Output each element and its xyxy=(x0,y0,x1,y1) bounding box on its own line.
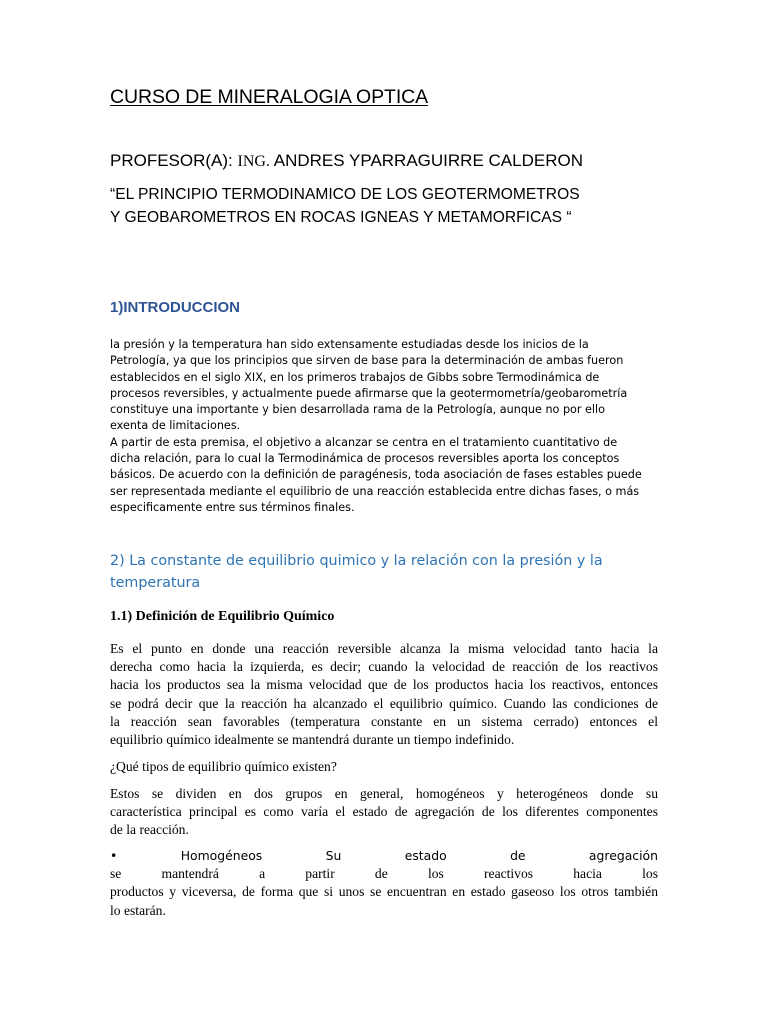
section-heading-line: temperatura xyxy=(110,575,201,591)
document-title-line: Y GEOBAROMETROS EN ROCAS IGNEAS Y METAMORFICAS “ xyxy=(110,209,572,226)
bullet-lead: • Homogéneos Su estado de agregación xyxy=(110,848,658,863)
intro-line: dicha relación, para lo cual la Termodinámica de procesos reversibles aporta los conceptos xyxy=(110,452,620,466)
intro-line: A partir de esta premisa, el objetivo a alcanzar se centra en el tratamiento cuantitativo de xyxy=(110,435,618,449)
homogeneos-bullet xyxy=(110,847,658,920)
intro-paragraph xyxy=(110,337,650,516)
professor-label: PROFESOR(A): xyxy=(110,151,233,170)
intro-line: la presión y la temperatura han sido extensamente estudiadas desde los inicios de la xyxy=(110,338,589,351)
paragraph-line: equilibrio químico idealmente se mantendrá durante un tiempo indefinido. xyxy=(110,732,515,748)
professor-prefix: ING. xyxy=(237,153,270,170)
intro-line: exenta de limitaciones. xyxy=(110,419,241,433)
paragraph-line: la reacción sean favorables (temperatura constante en un sistema cerrado) entonces el xyxy=(110,713,658,729)
paragraph-line: Estos se dividen en dos grupos en general, homogéneos y heterogéneos donde su xyxy=(110,786,658,801)
section-heading-constante-equilibrio xyxy=(110,550,670,594)
section-heading-line: 2) La constante de equilibrio quimico y la relación con la presión y la xyxy=(110,553,603,569)
paragraph-line: característica principal es como varía el estado de agregación de los diferentes componentes xyxy=(110,804,658,820)
paragraph-line: hacia los productos sea la misma velocidad que de los productos hacia los reactivos, entonces xyxy=(110,677,658,693)
paragraph-line: de la reacción. xyxy=(110,822,189,838)
professor-line xyxy=(110,151,583,171)
question-line xyxy=(110,758,658,776)
bullet-lead-rest: se mantendrá a partir de los reactivos hacia los xyxy=(110,866,658,882)
types-paragraph xyxy=(110,785,658,840)
bullet-line: lo estarán. xyxy=(110,902,166,918)
section-heading-introduccion: 1)INTRODUCCION xyxy=(110,299,240,316)
document-title-line: “EL PRINCIPIO TERMODINAMICO DE LOS GEOTERMOMETROS xyxy=(110,186,580,203)
intro-line: constituye una importante y bien desarrollada rama de la Petrología, aunque no por ello xyxy=(110,403,605,417)
intro-line: Petrología, ya que los principios que sirven de base para la determinación de ambas fueron xyxy=(110,354,624,368)
question-text: ¿Qué tipos de equilibrio químico existen? xyxy=(110,759,337,774)
intro-line: procesos reversibles, y actualmente puede afirmarse que la geotermometría/geobarometría xyxy=(110,386,628,400)
intro-line: ser representada mediante el equilibrio de una reacción establecida entre dichas fases, o más xyxy=(110,484,640,498)
subsection-heading-definicion: 1.1) Definición de Equilibrio Químico xyxy=(110,609,335,624)
bullet-line: productos y viceversa, de forma que si unos se encuentran en estado gaseoso los otros también xyxy=(110,884,658,900)
intro-line: establecidos en el siglo XIX, en los primeros trabajos de Gibbs sobre Termodinámica de xyxy=(110,370,600,384)
intro-line: básicos. De acuerdo con la definición de paragénesis, toda asociación de fases estables puede xyxy=(110,468,642,482)
professor-name: ANDRES YPARRAGUIRRE CALDERON xyxy=(273,151,583,170)
document-title xyxy=(110,183,670,229)
definition-paragraph xyxy=(110,640,658,749)
paragraph-line: derecha como hacia la izquierda, es decir; cuando la velocidad de reacción de los reactivos xyxy=(110,659,658,675)
course-title: CURSO DE MINERALOGIA OPTICA xyxy=(110,86,429,108)
paragraph-line: Es el punto en donde una reacción reversible alcanza la misma velocidad tanto hacia la xyxy=(110,641,658,656)
bullet-first-line xyxy=(110,847,658,883)
intro-line: especificamente entre sus términos finales. xyxy=(110,500,355,514)
paragraph-line: se podrá decir que la reacción ha alcanzado el equilibrio químico. Cuando las condiciones de xyxy=(110,695,658,711)
